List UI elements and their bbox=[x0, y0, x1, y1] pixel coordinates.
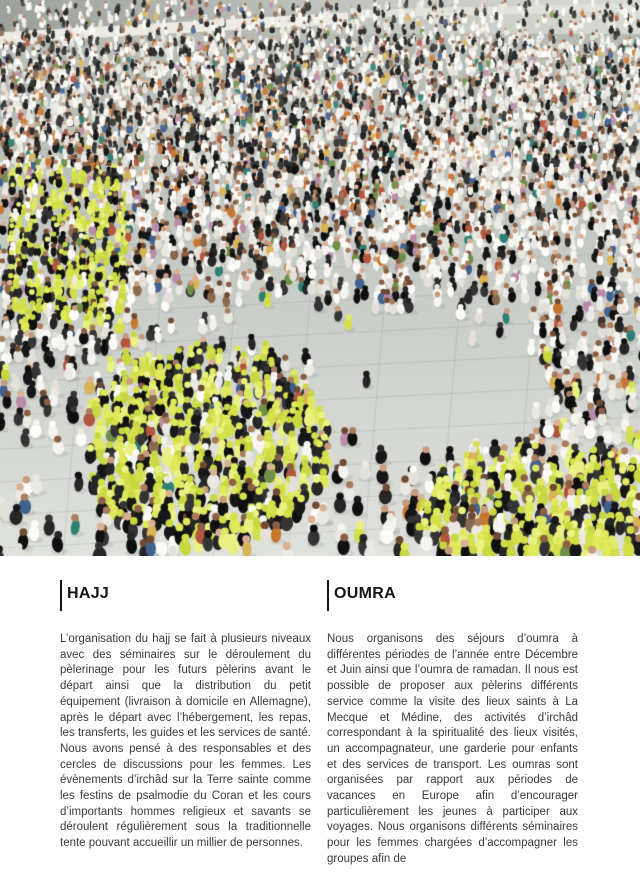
section-oumra bbox=[327, 580, 578, 868]
two-column-content bbox=[0, 556, 640, 868]
section-title-hajj: HAJJ bbox=[60, 580, 311, 611]
section-hajj bbox=[60, 580, 311, 868]
section-title-oumra: OUMRA bbox=[327, 580, 578, 611]
section-body-hajj: L’organisation du hajj se fait à plusieurs niveaux avec des séminaires sur le déroulement du pèlerinage pour les futurs pèlerins avant le départ ainsi que la distribution du petit équipement (livraison à domicile en Allemagne), après le départ avec l’hébergement, les repas, les transferts, les guides et les services de santé. Nous avons pensé à des responsables et des cercles de discussions pour les femmes. Les évènements d’irchâd sur la Terre sainte comme les festins de psalmodie du Coran et les cours d’importants hommes religieux et savants se déroulent régulièrement sous la traditionnelle tente pouvant accueillir un millier de personnes. bbox=[60, 633, 311, 850]
section-body-oumra: Nous organisons des séjours d’oumra à différentes périodes de l’année entre Décembre et Juin ainsi que l’oumra de ramadan. Il nous est possible de proposer aux pèlerins différents service comme la visite des lieux saints à La Mecque et Médine, des activités d’irchâd correspondant à la spiritualité des lieux visités, un accompagnateur, une garderie pour enfants et des services de transport. Les oumras sont organisées par rapport aux périodes de vacances en Europe afin d’encourager particulièrement les jeunes à participer aux voyages. Nous organisons différents séminaires pour les femmes chargées d’accompagner les groupes afin de bbox=[327, 633, 578, 865]
